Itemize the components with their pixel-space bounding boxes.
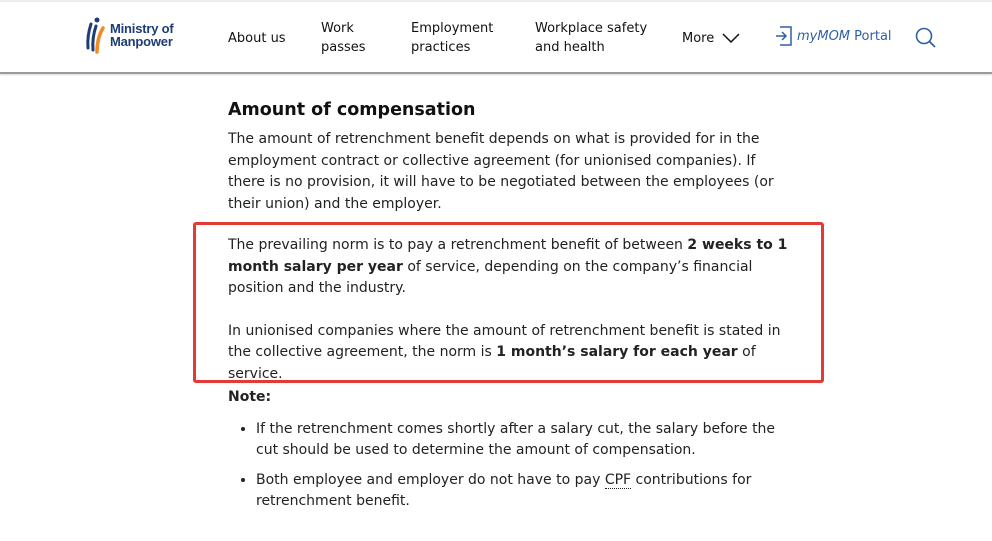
prevailing-norm-paragraph [228, 235, 798, 300]
nav-employment-practices[interactable] [411, 2, 501, 74]
text: The prevailing norm is to pay a retrenchment benefit of between [228, 237, 688, 253]
logo-figure-icon [84, 16, 106, 54]
list-item [256, 470, 788, 513]
unionised-paragraph [228, 321, 798, 386]
login-icon [775, 26, 793, 46]
intro-paragraph: The amount of retrenchment benefit depends on what is provided for in the employment contract or collective agreement (for unionised companies). If there is no provision, it will have to be negotiated between the employees (or their union) and the employer. [228, 131, 774, 212]
bold-text: 2 weeks to 1 month salary per year [228, 237, 788, 275]
text: contributions for retrenchment benefit. [256, 471, 752, 509]
logo-line2: Manpower [110, 34, 173, 49]
nav-label: More [682, 30, 715, 46]
note-list [256, 419, 788, 513]
main-content [228, 97, 788, 215]
portal-prefix: myMOM [797, 28, 851, 44]
search-button[interactable] [915, 27, 937, 53]
cpf-abbreviation[interactable]: CPF [604, 471, 632, 488]
nav-label: Employment practices [411, 21, 494, 55]
nav-label: Work passes [321, 21, 366, 55]
site-header [0, 2, 992, 74]
nav-more[interactable] [682, 2, 740, 74]
text: of service, depending on the company’s financial position and the industry. [228, 258, 753, 296]
mom-logo[interactable] [84, 16, 174, 54]
logo-line1: Ministry of [110, 21, 174, 36]
note-label: Note: [228, 389, 272, 405]
note-section [228, 387, 788, 521]
nav-label: Workplace safety and health [535, 21, 648, 55]
nav-workplace-safety[interactable] [535, 2, 655, 74]
chevron-down-icon [722, 33, 740, 43]
nav-work-passes[interactable] [321, 2, 371, 74]
list-item: • If the retrenchment comes shortly after a salary cut, the salary before the cut should be used to determine the amount of compensation. [256, 419, 788, 462]
bold-text: 1 month’s salary for each year [496, 344, 738, 360]
text: Both employee and employer do not have to pay [256, 471, 605, 488]
nav-about-us[interactable] [228, 2, 286, 74]
highlight-content [228, 235, 798, 385]
mymom-portal-link[interactable] [775, 26, 892, 46]
portal-suffix: Portal [854, 28, 892, 44]
text: of service. [228, 344, 756, 382]
text: In unionised companies where the amount of retrenchment benefit is stated in the collective agreement, the norm is [228, 322, 781, 360]
search-icon [915, 27, 937, 49]
section-heading: Amount of compensation [228, 100, 476, 120]
nav-label: About us [228, 30, 286, 46]
